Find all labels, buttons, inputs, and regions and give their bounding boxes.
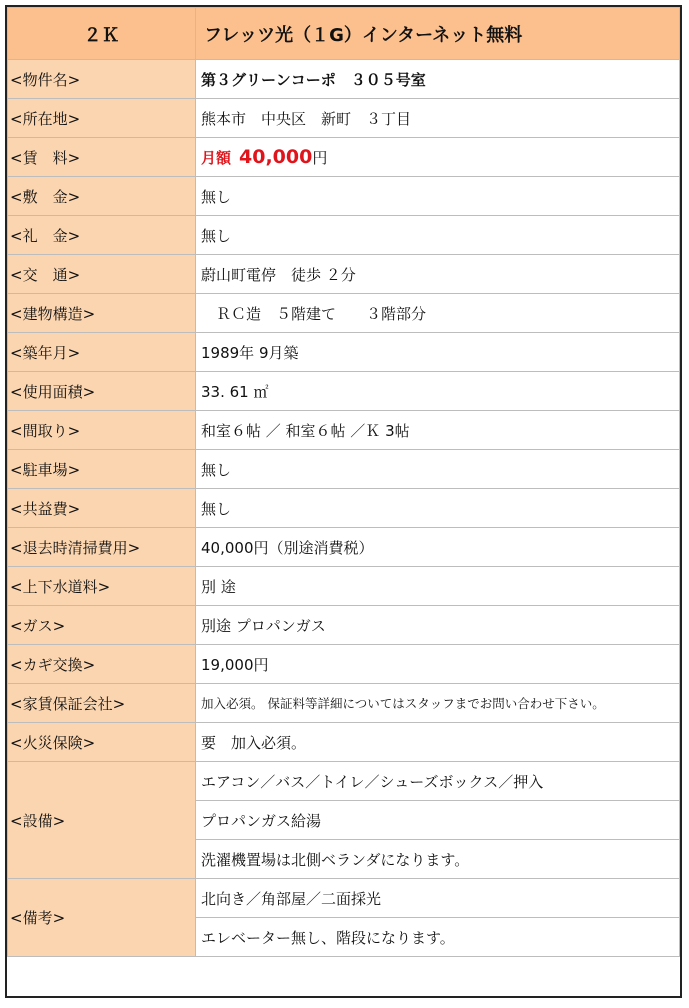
row-built: [8, 333, 680, 372]
row-common: [8, 489, 680, 528]
row-notes-1: [8, 879, 680, 918]
property-table: [7, 7, 680, 957]
value-common: 無し: [196, 489, 680, 528]
label-insurance: <火災保険>: [8, 723, 196, 762]
row-key-change: [8, 645, 680, 684]
property-sheet: [5, 5, 682, 998]
label-deposit: <敷 金>: [8, 177, 196, 216]
label-water: <上下水道料>: [8, 567, 196, 606]
row-key-money: [8, 216, 680, 255]
row-gas: [8, 606, 680, 645]
row-area: [8, 372, 680, 411]
label-equipment: <設備>: [8, 762, 196, 879]
row-equipment-1: [8, 762, 680, 801]
equipment-item: プロパンガス給湯: [196, 801, 680, 840]
label-parking: <駐車場>: [8, 450, 196, 489]
value-guarantor: 加入必須。 保証料等詳細についてはスタッフまでお問い合わせ下さい。: [196, 684, 680, 723]
label-key-change: <カギ交換>: [8, 645, 196, 684]
label-structure: <建物構造>: [8, 294, 196, 333]
row-insurance: [8, 723, 680, 762]
value-cleaning: 40,000円（別途消費税）: [196, 528, 680, 567]
value-access: 蔚山町電停 徒歩 ２分: [196, 255, 680, 294]
label-access: <交 通>: [8, 255, 196, 294]
value-deposit: 無し: [196, 177, 680, 216]
label-guarantor: <家賃保証会社>: [8, 684, 196, 723]
label-address: <所在地>: [8, 99, 196, 138]
value-address: 熊本市 中央区 新町 ３丁目: [196, 99, 680, 138]
row-parking: [8, 450, 680, 489]
row-name: [8, 60, 680, 99]
value-key-money: 無し: [196, 216, 680, 255]
rent-amount: 40,000: [239, 146, 313, 168]
row-address: [8, 99, 680, 138]
value-gas: 別途 プロパンガス: [196, 606, 680, 645]
row-cleaning: [8, 528, 680, 567]
value-name: 第３グリーンコーポ ３０５号室: [196, 60, 680, 99]
label-name: <物件名>: [8, 60, 196, 99]
row-guarantor: [8, 684, 680, 723]
rent-prefix: 月額: [201, 149, 232, 167]
row-water: [8, 567, 680, 606]
value-built: 1989年 9月築: [196, 333, 680, 372]
label-cleaning: <退去時清掃費用>: [8, 528, 196, 567]
label-area: <使用面積>: [8, 372, 196, 411]
label-common: <共益費>: [8, 489, 196, 528]
label-rent: <賃 料>: [8, 138, 196, 177]
internet-banner: フレッツ光（１G）インターネット無料: [196, 8, 680, 60]
label-gas: <ガス>: [8, 606, 196, 645]
value-rooms: 和室６帖 ／ 和室６帖 ／Ｋ 3帖: [196, 411, 680, 450]
label-notes: <備考>: [8, 879, 196, 957]
equipment-item: 洗濯機置場は北側ベランダになります。: [196, 840, 680, 879]
row-access: [8, 255, 680, 294]
row-structure: [8, 294, 680, 333]
value-area: 33. 61 ㎡: [196, 372, 680, 411]
value-parking: 無し: [196, 450, 680, 489]
layout-type: ２Ｋ: [8, 8, 196, 60]
value-insurance: 要 加入必須。: [196, 723, 680, 762]
rent-unit: 円: [312, 149, 328, 167]
value-rent: [196, 138, 680, 177]
notes-item: 北向き／角部屋／二面採光: [196, 879, 680, 918]
label-built: <築年月>: [8, 333, 196, 372]
row-deposit: [8, 177, 680, 216]
row-rooms: [8, 411, 680, 450]
value-structure: ＲＣ造 ５階建て ３階部分: [196, 294, 680, 333]
equipment-item: エアコン／バス／トイレ／シューズボックス／押入: [196, 762, 680, 801]
row-rent: [8, 138, 680, 177]
value-key-change: 19,000円: [196, 645, 680, 684]
notes-item: エレベーター無し、階段になります。: [196, 918, 680, 957]
value-water: 別 途: [196, 567, 680, 606]
header-row: [8, 8, 680, 60]
label-key-money: <礼 金>: [8, 216, 196, 255]
label-rooms: <間取り>: [8, 411, 196, 450]
